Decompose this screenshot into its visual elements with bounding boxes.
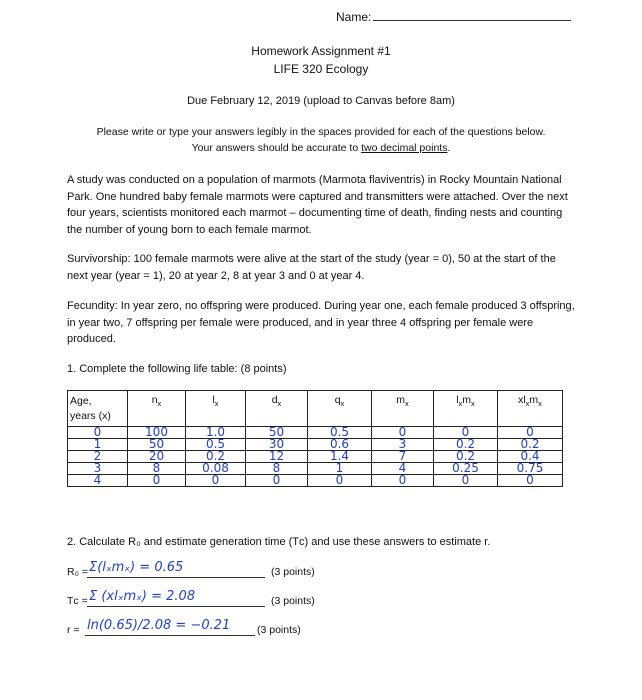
cell-lx: 0.2 [186,451,246,463]
cell-lxmx: 0.2 [434,451,498,463]
cell-lx: 1.0 [186,427,246,439]
cell-qx: 0.5 [308,427,372,439]
cell-mx: 7 [372,451,434,463]
cell-lxmx: 0 [434,427,498,439]
question-2: 2. Calculate R₀ and estimate generation time (Tᴄ) and use these answers to estimate r. [67,536,491,548]
answer-tc-handwritten: Ʃ (xlₓmₓ) = 2.08 [89,589,196,604]
intro-paragraph: A study was conducted on a population of marmots (Marmota flaviventris) in Rocky Mountain National Park. One hundred baby female marmots were captured and transmitters were attached. Over the next four years, scientists monitored each marmot – documenting time of death, finding nests and counting the number of young born to each female marmot. [67,174,568,236]
answer-tc-points: (3 points) [271,595,315,607]
cell-age: 1 [68,439,128,451]
cell-nx: 20 [128,451,186,463]
table-row [68,463,563,475]
table-row [68,439,563,451]
answer-r0-handwritten: Ʃ(lₓmₓ) = 0.65 [89,560,184,575]
cell-lxmx: 0.25 [434,463,498,475]
answer-r-handwritten: ln(0.65)/2.08 = −0.21 [87,618,231,633]
cell-dx: 12 [246,451,308,463]
instructions-line-1: Please write or type your answers legibly in the spaces provided for each of the questions below. [96,126,546,138]
answer-r [67,620,387,638]
instructions-suffix: . [447,142,451,154]
survivorship-paragraph: Survivorship: 100 female marmots were alive at the start of the study (year = 0), 50 at the start of the next year (year = 1), 20 at year 2, 8 at year 3 and 0 at year 4. [67,253,556,282]
instructions-underlined: two decimal points [361,142,448,154]
answer-tc-label: Tᴄ = [67,595,88,607]
answer-r-points: (3 points) [257,624,301,636]
answer-r0-points: (3 points) [271,566,315,578]
answer-r-line [85,635,255,636]
header-dx: $d_x$ [246,391,308,427]
header-qx: $q_x$ [308,391,372,427]
instructions-prefix: Your answers should be accurate to [191,142,362,154]
assignment-title: Homework Assignment #1 [251,44,391,58]
cell-xlxmx: 0.75 [498,463,563,475]
cell-xlxmx: 0.2 [498,439,563,451]
cell-lx: 0.5 [186,439,246,451]
cell-nx: 50 [128,439,186,451]
name-field [336,8,571,24]
cell-dx: 30 [246,439,308,451]
cell-nx: 100 [128,427,186,439]
cell-dx: 8 [246,463,308,475]
due-date: Due February 12, 2019 (upload to Canvas before 8am) [187,95,455,107]
cell-age: 2 [68,451,128,463]
header-nx: $n_x$ [128,391,186,427]
cell-mx: 0 [372,427,434,439]
header-xlxmx: $xl_xm_x$ [498,391,563,427]
cell-mx: 3 [372,439,434,451]
answer-r0-label: R₀ = [67,566,88,578]
cell-mx: 0 [372,475,434,487]
cell-age: 4 [68,475,128,487]
answer-tc [67,591,387,609]
cell-qx: 1 [308,463,372,475]
cell-qx: 0 [308,475,372,487]
answer-r0-line [87,577,265,578]
answer-tc-line [87,606,265,607]
answer-r0 [67,562,387,580]
cell-age: 3 [68,463,128,475]
cell-mx: 4 [372,463,434,475]
cell-lxmx: 0 [434,475,498,487]
fecundity-paragraph: Fecundity: In year zero, no offspring were produced. During year one, each female produced 3 offspring, in year two, 7 offspring per female were produced, and in year three 4 offspring per female were produced. [67,300,575,345]
course-name: LIFE 320 Ecology [273,62,369,76]
header-lxmx: $l_xm_x$ [434,391,498,427]
cell-dx: 50 [246,427,308,439]
cell-xlxmx: 0 [498,475,563,487]
question-1: 1. Complete the following life table: (8 points) [67,363,287,375]
cell-qx: 1.4 [308,451,372,463]
name-blank-line [373,8,571,21]
cell-dx: 0 [246,475,308,487]
cell-lxmx: 0.2 [434,439,498,451]
cell-lx: 0 [186,475,246,487]
header-mx: $m_x$ [372,391,434,427]
cell-xlxmx: 0 [498,427,563,439]
cell-nx: 0 [128,475,186,487]
cell-qx: 0.6 [308,439,372,451]
table-row [68,451,563,463]
instructions-line-2 [0,142,642,154]
cell-xlxmx: 0.4 [498,451,563,463]
cell-age: 0 [68,427,128,439]
header-lx: $l_x$ [186,391,246,427]
table-row [68,475,563,487]
life-table [67,390,563,487]
answer-r-label: r = [67,624,80,636]
table-row [68,427,563,439]
cell-nx: 8 [128,463,186,475]
cell-lx: 0.08 [186,463,246,475]
life-table-header-row [68,391,563,427]
header-age: Age, years (x) [68,391,128,427]
name-label: Name: [336,10,372,24]
